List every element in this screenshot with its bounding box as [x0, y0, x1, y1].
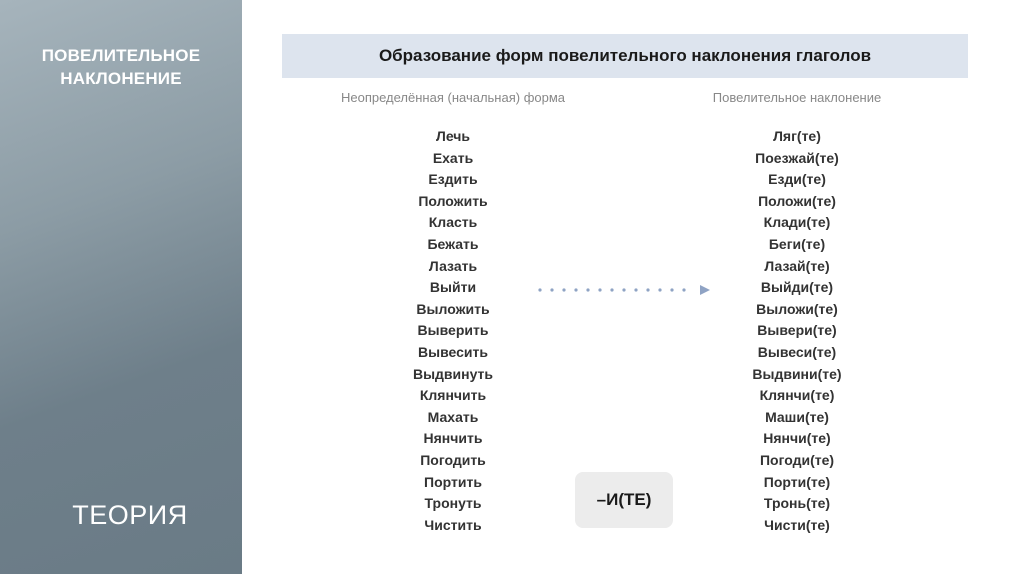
- infinitive-item: Бежать: [427, 235, 479, 252]
- infinitive-item: Класть: [428, 214, 478, 231]
- imperative-item: Вывеси(те): [757, 343, 837, 360]
- infinitive-item: Выдвинуть: [412, 365, 494, 382]
- suffix-badge: –И(ТЕ): [575, 472, 673, 528]
- imperative-item: Беги(те): [768, 235, 826, 252]
- imperative-item: Поезжай(те): [755, 149, 839, 166]
- infinitive-item: Ездить: [428, 171, 478, 188]
- imperative-item: Чисти(те): [764, 516, 830, 533]
- infinitive-item: Портить: [424, 473, 482, 490]
- infinitive-item: Погодить: [420, 451, 486, 468]
- infinitive-item: Махать: [427, 408, 479, 425]
- imperative-item: Езди(те): [768, 171, 826, 188]
- imperative-item: Клянчи(те): [759, 387, 835, 404]
- imperative-item: Выложи(те): [756, 300, 838, 317]
- imperative-item: Лазай(те): [764, 257, 830, 274]
- sidebar-title-line2: НАКЛОНЕНИЕ: [60, 69, 182, 88]
- infinitive-item: Выверить: [417, 322, 489, 339]
- imperative-item: Положи(те): [758, 192, 836, 209]
- imperative-item: Выдвини(те): [752, 365, 842, 382]
- imperative-column-header: Повелительное наклонение: [712, 90, 882, 105]
- infinitive-item: Нянчить: [423, 430, 483, 447]
- sidebar-panel: [0, 0, 242, 574]
- header-band: [282, 34, 968, 78]
- infinitive-item: Положить: [418, 192, 488, 209]
- page-title: Образование форм повелительного наклонения глаголов: [378, 46, 872, 65]
- imperative-item: Ляг(те): [773, 128, 821, 144]
- infinitive-item: Ехать: [432, 149, 474, 166]
- imperative-item: Вывери(те): [757, 322, 837, 339]
- imperative-item: Погоди(те): [759, 451, 835, 468]
- imperative-item: Выйди(те): [760, 279, 834, 296]
- imperative-item: Порти(те): [763, 473, 831, 490]
- imperative-list: [717, 126, 877, 536]
- dotted-arrow-icon: [536, 283, 716, 297]
- infinitive-item: Тронуть: [424, 495, 482, 512]
- infinitive-item: Чистить: [424, 516, 482, 533]
- infinitive-item: Лазать: [428, 257, 478, 274]
- imperative-item: Маши(те): [765, 408, 829, 425]
- infinitive-item: Выложить: [416, 300, 490, 317]
- sidebar-title: [0, 44, 242, 90]
- sidebar-title-line1: ПОВЕЛИТЕЛЬНОЕ: [41, 46, 201, 65]
- infinitive-item: Клянчить: [419, 387, 487, 404]
- infinitive-item: Вывесить: [418, 343, 488, 360]
- infinitive-list: [373, 126, 533, 536]
- sidebar-footer-label: ТЕОРИЯ: [72, 500, 188, 530]
- infinitive-item: Лечь: [436, 128, 470, 144]
- imperative-item: Тронь(те): [763, 495, 831, 512]
- imperative-item: Нянчи(те): [763, 430, 831, 447]
- infinitive-item: Выйти: [429, 279, 477, 296]
- imperative-item: Клади(те): [763, 214, 831, 231]
- infinitive-column-header: Неопределённая (начальная) форма: [340, 90, 566, 105]
